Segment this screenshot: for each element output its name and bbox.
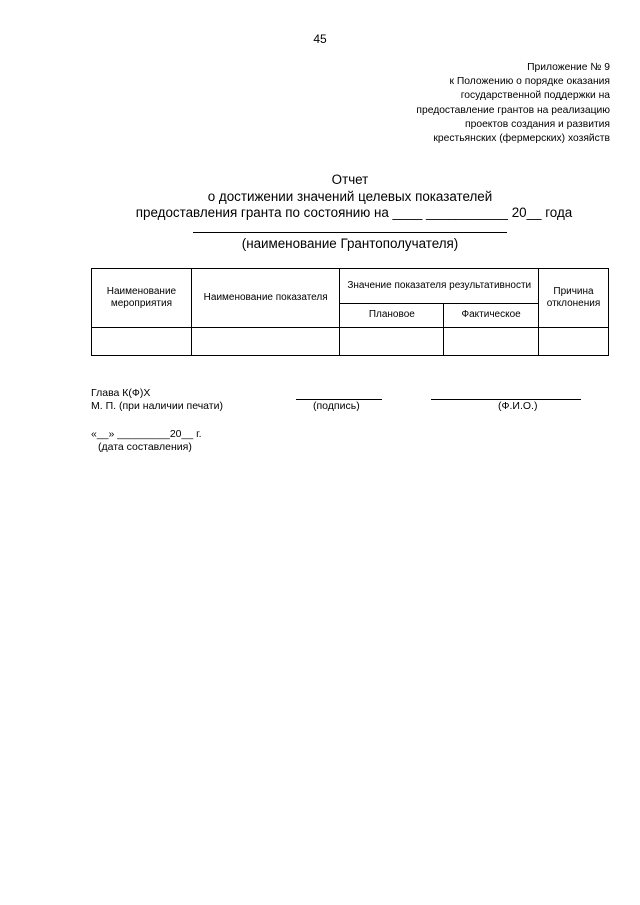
seal-label: М. П. (при наличии печати) [91, 400, 223, 412]
appendix-line: предоставление грантов на реализацию [416, 104, 610, 116]
header-value-group: Значение показателя результативности [340, 269, 539, 304]
indicators-table [91, 268, 609, 356]
report-subtitle: о достижении значений целевых показателей [207, 188, 493, 204]
table-row [92, 328, 609, 356]
page-number: 45 [313, 32, 327, 46]
report-title-block [0, 172, 640, 222]
signature-caption: (подпись) [313, 400, 360, 412]
report-date-line: предоставления гранта по состоянию на ____ ___________ 20__ года [135, 205, 573, 220]
appendix-line: к Положению о порядке оказания [449, 76, 610, 88]
appendix-line: проектов создания и развития [465, 118, 610, 130]
date-block [91, 428, 202, 454]
header-event-name: Наименование мероприятия [92, 269, 192, 328]
header-deviation-reason: Причина отклонения [539, 269, 609, 328]
appendix-header [416, 61, 610, 146]
appendix-line: крестьянских (фермерских) хозяйств [433, 133, 610, 145]
appendix-line: Приложение № 9 [527, 62, 610, 73]
table-cell [191, 328, 340, 356]
fio-caption: (Ф.И.О.) [498, 400, 538, 412]
header-planned: Плановое [340, 304, 444, 328]
table-cell [340, 328, 444, 356]
table-cell [539, 328, 609, 356]
head-label: Глава К(Ф)Х [91, 387, 151, 399]
header-actual: Фактическое [444, 304, 539, 328]
report-title: Отчет [331, 172, 369, 187]
appendix-line: государственной поддержки на [460, 90, 610, 102]
date-caption: (дата составления) [98, 441, 192, 453]
signature-block [91, 387, 611, 413]
recipient-underline [193, 232, 507, 233]
recipient-label: (наименование Грантополучателя) [241, 236, 459, 251]
date-line: «__» _________20__ г. [91, 428, 202, 440]
header-indicator-name: Наименование показателя [191, 269, 340, 328]
table-cell [444, 328, 539, 356]
table-cell [92, 328, 192, 356]
